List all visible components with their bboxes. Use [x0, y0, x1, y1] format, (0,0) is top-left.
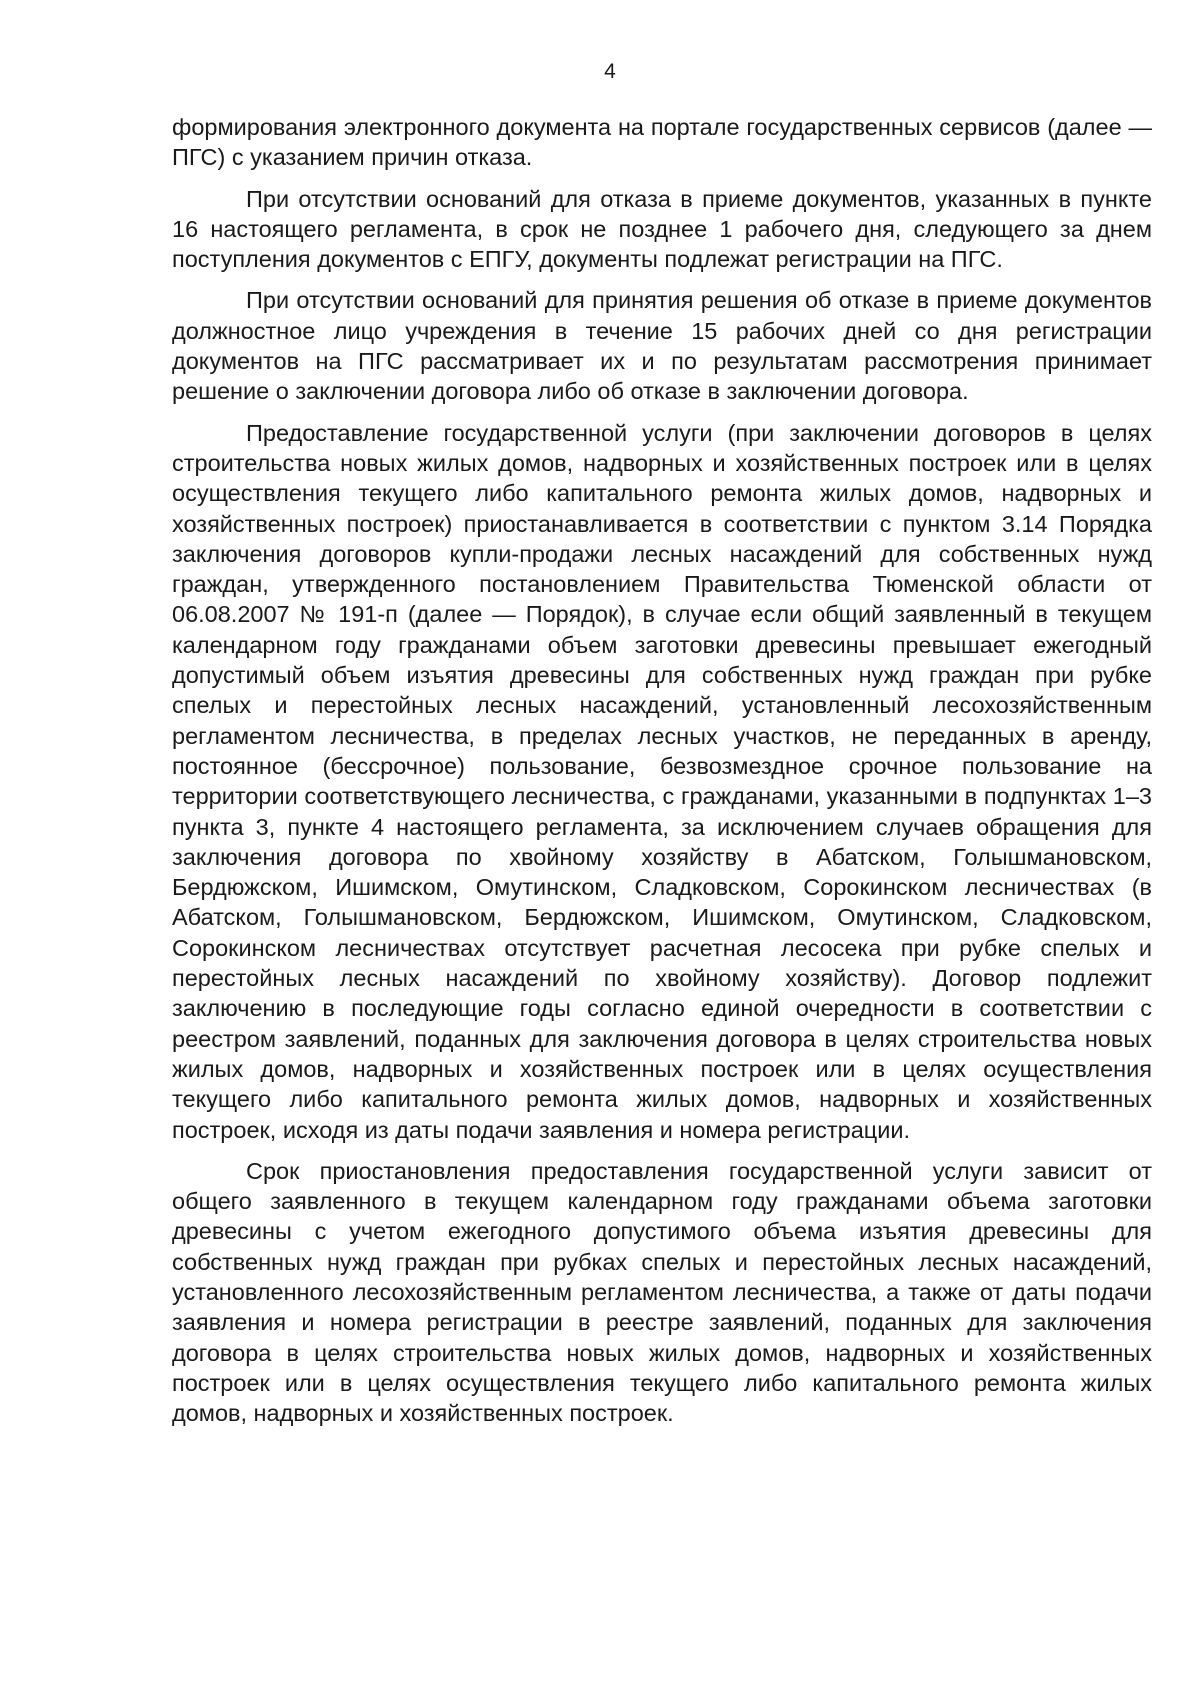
- paragraph-5: Срок приостановления предоставления государственной услуги зависит от общего заявленного в текущем календарном году гражданами объема заготовки древесины с учетом ежегодного допустимого объема изъятия древесины для собственных нужд граждан при рубках спелых и перестойных лесных насаждений, установленного лесохозяйственным регламентом лесничества, а также от даты подачи заявления и номера регистрации в реестре заявлений, поданных для заключения договора в целях строительства новых жилых домов, надворных и хозяйственных построек или в целях осуществления текущего либо капитального ремонта жилых домов, надворных и хозяйственных построек.: [172, 1157, 1152, 1427]
- document-body: [172, 112, 1152, 1439]
- page-number: 4: [604, 60, 616, 83]
- paragraph-2: При отсутствии оснований для отказа в приеме документов, указанных в пункте 16 настоящего регламента, в срок не позднее 1 рабочего дня, следующего за днем поступления документов с ЕПГУ, документы подлежат регистрации на ПГС.: [172, 185, 1152, 273]
- paragraph-1: формирования электронного документа на портале государственных сервисов (далее — ПГС) с указанием причин отказа.: [172, 114, 1152, 171]
- paragraph-3: При отсутствии оснований для принятия решения об отказе в приеме документов должностное лицо учреждения в течение 15 рабочих дней со дня регистрации документов на ПГС рассматривает их и по результатам рассмотрения принимает решение о заключении договора либо об отказе в заключении договора.: [172, 287, 1152, 405]
- paragraph-4: Предоставление государственной услуги (при заключении договоров в целях строительства новых жилых домов, надворных и хозяйственных построек или в целях осуществления текущего либо капитального ремонта жилых домов, надворных и хозяйственных построек) приостанавливается в соответствии с пунктом 3.14 Порядка заключения договоров купли-продажи лесных насаждений для собственных нужд граждан, утвержденного постановлением Правительства Тюменской области от 06.08.2007 № 191-п (далее — Порядок), в случае если общий заявленный в текущем календарном году гражданами объем заготовки древесины превышает ежегодный допустимый объем изъятия древесины для собственных нужд граждан при рубке спелых и перестойных лесных насаждений, установленный лесохозяйственным регламентом лесничества, в пределах лесных участков, не переданных в аренду, постоянное (бессрочное) пользование, безвозмездное срочное пользование на территории соответствующего лесничества, с гражданами, указанными в подпунктах 1–3 пункта 3, пункте 4 настоящего регламента, за исключением случаев обращения для заключения договора по хвойному хозяйству в Абатском, Голышмановском, Бердюжском, Ишимском, Омутинском, Сладковском, Сорокинском лесничествах (в Абатском, Голышмановском, Бердюжском, Ишимском, Омутинском, Сладковском, Сорокинском лесничествах отсутствует расчетная лесосека при рубке спелых и перестойных лесных насаждений по хвойному хозяйству). Договор подлежит заключению в последующие годы согласно единой очередности в соответствии с реестром заявлений, поданных для заключения договора в целях строительства новых жилых домов, надворных и хозяйственных построек или в целях осуществления текущего либо капитального ремонта жилых домов, надворных и хозяйственных построек, исходя из даты подачи заявления и номера регистрации.: [172, 419, 1152, 1143]
